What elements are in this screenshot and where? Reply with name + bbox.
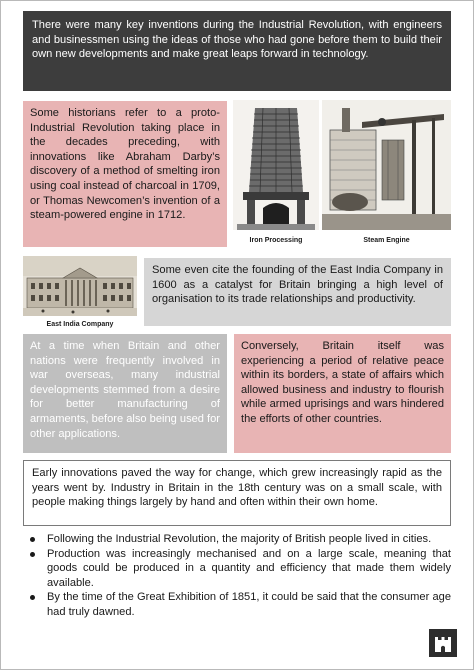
war-box xyxy=(23,334,227,453)
list-item: By the time of the Great Exhibition of 1851, it could be said that the consumer age had truly dawned. xyxy=(23,590,451,619)
castle-logo-icon xyxy=(429,629,457,657)
peace-box xyxy=(234,334,451,453)
east-india-company-caption: East India Company xyxy=(46,321,114,328)
bullet-icon xyxy=(30,552,35,557)
bullet-icon xyxy=(30,537,35,542)
intro-text: There were many key inventions during the Industrial Revolution, with engineers and businessmen using the ideas of those who had gone before them to build their own new developments and make great leaps forward in technology. xyxy=(32,19,442,61)
early-innovations-text: Early innovations paved the way for change, which grew increasingly rapid as the years went by. Industry in Britain in the 18th century was on a small scale, with people making things largely by hand and often within their own home. xyxy=(32,467,442,509)
proto-industrial-box xyxy=(23,101,227,247)
bullet-list xyxy=(23,532,451,620)
east-india-company-box xyxy=(144,258,451,326)
iron-processing-image xyxy=(233,100,319,230)
early-innovations-box xyxy=(23,460,451,526)
east-india-company-text: Some even cite the founding of the East India Company in 1600 as a catalyst for Britain bringing a high level of organisation to its trade relationships and productivity. xyxy=(152,264,443,306)
bullet-icon xyxy=(30,595,35,600)
list-item: Following the Industrial Revolution, the majority of British people lived in cities. xyxy=(23,532,451,547)
east-india-company-image xyxy=(23,256,137,316)
steam-engine-caption: Steam Engine xyxy=(363,237,410,244)
proto-industrial-text: Some historians refer to a proto-Industrial Revolution taking place in the decades preceding, with innovations like Abraham Darby’s discovery of a method of smelting iron using coal instead of charcoal in 1709, or Thomas Newcomen’s invention of a steam-powered engine in 1712. xyxy=(30,107,220,222)
war-text: At a time when Britain and other nations were frequently involved in war overseas, many industrial developments stemmed from a desire for better manufacturing of armaments, before also being used for other applications. xyxy=(30,340,220,440)
steam-engine-image xyxy=(322,100,451,230)
iron-processing-caption: Iron Processing xyxy=(249,237,303,244)
intro-box xyxy=(23,11,451,91)
list-item: Production was increasingly mechanised and on a large scale, meaning that goods could be produced in a quantity and efficiency that made them widely available. xyxy=(23,547,451,591)
peace-text: Conversely, Britain itself was experiencing a period of relative peace within its borders, a state of affairs which allowed business and industry to flourish while armed uprisings and wars hindered the efforts of other countries. xyxy=(241,340,444,425)
